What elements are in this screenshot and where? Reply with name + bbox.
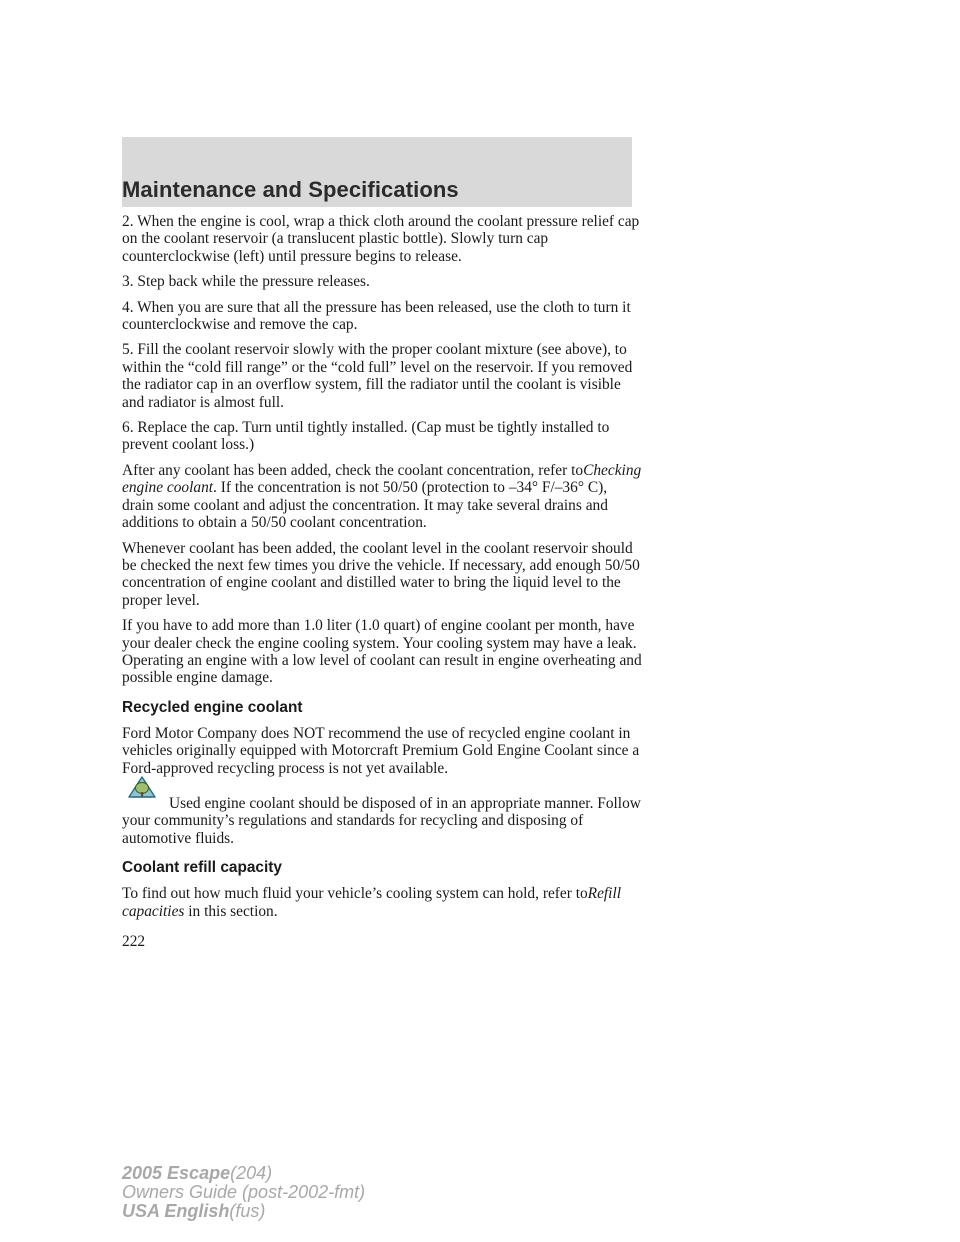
refill-capacity-heading: Coolant refill capacity — [122, 859, 282, 877]
recycled-coolant-heading: Recycled engine coolant — [122, 698, 303, 716]
concentration-paragraph — [122, 462, 642, 532]
recycle-tree-icon — [126, 775, 158, 807]
step-5-paragraph: 5. Fill the coolant reservoir slowly with the proper coolant mixture (see above), to within the “cold fill range” or the “cold full” level on the reservoir. If you removed the radiator cap in an overflow system, fill the radiator until the coolant is visible and radiator is almost full. — [122, 341, 633, 411]
step-4-paragraph: 4. When you are sure that all the pressure has been released, use the cloth to turn it counterclockwise and remove the cap. — [122, 298, 631, 334]
refill-text-pre: To find out how much fluid your vehicle’s cooling system can hold, refer to — [122, 885, 588, 903]
coolant-level-paragraph: Whenever coolant has been added, the coolant level in the coolant reservoir should be checked the next few times you drive the vehicle. If necessary, add enough 50/50 concentration of engine coolant and distilled water to bring the liquid level to the proper level. — [122, 539, 640, 609]
step-2-paragraph: 2. When the engine is cool, wrap a thick cloth around the coolant pressure relief cap on the coolant reservoir (a translucent plastic bottle). Slowly turn cap counterclockwise (left) until pressure begins to release. — [122, 213, 640, 265]
step-3-paragraph: 3. Step back while the pressure releases. — [122, 273, 370, 291]
footer-line-2: Owners Guide (post-2002-fmt) — [122, 1182, 366, 1202]
concentration-text-post: . If the concentration is not 50/50 (protection to –34° F/–36° C), drain some coolant and adjust the concentration. It may take several drains and additions to obtain a 50/50 coolant concentration. — [122, 479, 608, 532]
document-footer — [122, 1164, 365, 1221]
section-title: Maintenance and Specifications — [122, 177, 459, 202]
footer-line-3 — [122, 1202, 365, 1221]
refill-capacities-reference: Refill capacities — [122, 885, 622, 920]
disposal-note — [122, 795, 642, 847]
refill-text-post: in this section. — [184, 902, 278, 920]
refill-capacity-paragraph — [122, 885, 642, 920]
footer-line-1 — [122, 1164, 365, 1183]
disposal-note-text: Used engine coolant should be disposed of in an appropriate manner. Follow your community’s regulations and standards for recycling and disposing of automotive fluids. — [122, 794, 641, 847]
concentration-text-pre: After any coolant has been added, check the coolant concentration, refer to — [122, 461, 584, 479]
page-number: 222 — [122, 933, 146, 950]
footer-model-code: (204) — [230, 1163, 273, 1183]
coolant-leak-paragraph: If you have to add more than 1.0 liter (1.0 quart) of engine coolant per month, have your dealer check the engine cooling system. Your cooling system may have a leak. Operating an engine with a low level of coolant can result in engine overheating and possible engine damage. — [122, 617, 642, 687]
checking-engine-coolant-reference: Checking engine coolant — [122, 461, 642, 497]
footer-language-code: (fus) — [229, 1201, 266, 1221]
page-content — [122, 213, 642, 928]
step-6-paragraph: 6. Replace the cap. Turn until tightly installed. (Cap must be tightly installed to prevent coolant loss.) — [122, 419, 610, 454]
footer-model: 2005 Escape — [122, 1163, 231, 1183]
footer-language: USA English — [122, 1201, 230, 1221]
recycled-coolant-paragraph: Ford Motor Company does NOT recommend the use of recycled engine coolant in vehicles originally equipped with Motorcraft Premium Gold Engine Coolant since a Ford-approved recycling process is not yet available. — [122, 724, 640, 777]
